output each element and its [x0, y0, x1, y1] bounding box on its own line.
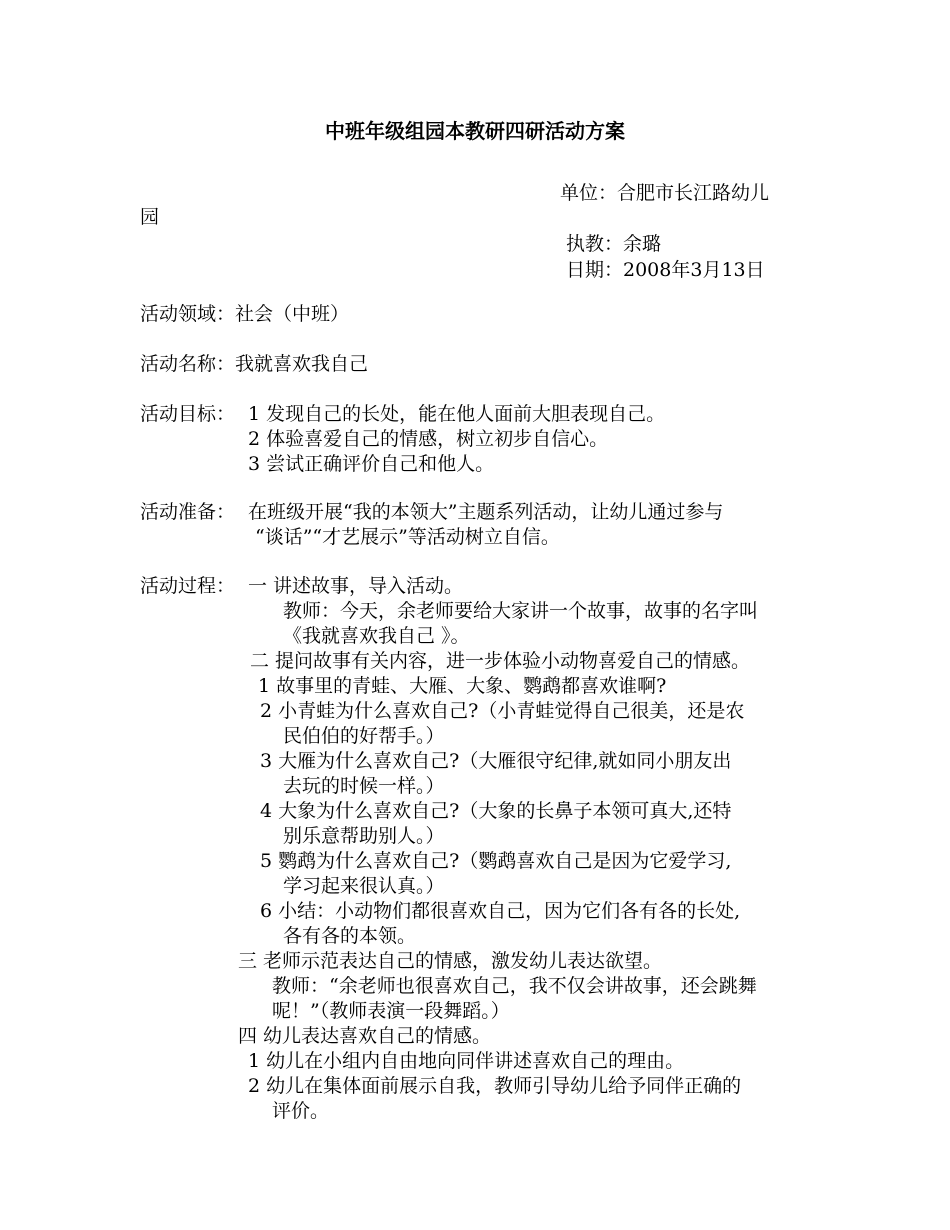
goal-item: 3 尝试正确评价自己和他人。 [248, 453, 495, 475]
process-line: 呢！”（教师表演一段舞蹈。） [272, 1000, 510, 1022]
process-step: 二 提问故事有关内容，进一步体验小动物喜爱自己的情感。 [250, 650, 751, 672]
process-line: 教师：今天，余老师要给大家讲一个故事，故事的名字叫 [283, 600, 759, 622]
document-title: 中班年级组园本教研四研活动方案 [325, 119, 625, 143]
prep-line: 在班级开展“我的本领大”主题系列活动，让幼儿通过参与 [248, 501, 724, 523]
process-line: 4 大象为什么喜欢自己?（大象的长鼻子本领可真大,还特 [260, 800, 732, 822]
goals-label: 活动目标： [140, 403, 236, 425]
process-line: 教师：“余老师也很喜欢自己，我不仅会讲故事，还会跳舞 [272, 975, 757, 997]
goal-item: 2 体验喜爱自己的情感，树立初步自信心。 [248, 428, 609, 450]
process-step: 四 幼儿表达喜欢自己的情感。 [238, 1025, 492, 1047]
process-label: 活动过程： [140, 575, 236, 597]
process-line: 学习起来很认真。） [283, 875, 445, 897]
process-line: 评价。 [272, 1100, 330, 1122]
prep-line: “谈话”“才艺展示”等活动树立自信。 [255, 526, 560, 548]
unit-line: 单位：合肥市长江路幼儿 [560, 182, 770, 204]
process-line: 民伯伯的好帮手。） [283, 725, 445, 747]
process-step: 一 讲述故事，导入活动。 [248, 575, 464, 597]
process-line: 1 故事里的青蛙、大雁、大象、鹦鹉都喜欢谁啊? [258, 675, 667, 697]
process-line: 1 幼儿在小组内自由地向同伴讲述喜欢自己的理由。 [248, 1050, 685, 1072]
prep-label: 活动准备： [140, 501, 236, 523]
process-line: 《我就喜欢我自己 》。 [283, 625, 470, 647]
activity-domain: 活动领域：社会（中班） [140, 303, 350, 325]
process-line: 各有各的本领。 [283, 925, 417, 947]
activity-name: 活动名称：我就喜欢我自己 [140, 353, 369, 375]
unit-wrap: 园 [140, 206, 160, 228]
process-step: 三 老师示范表达自己的情感，激发幼儿表达欲望。 [238, 950, 663, 972]
process-line: 去玩的时候一样。） [283, 775, 445, 797]
process-line: 6 小结：小动物们都很喜欢自己，因为它们各有各的长处, [260, 900, 741, 922]
process-line: 3 大雁为什么喜欢自己?（大雁很守纪律,就如同小朋友出 [260, 750, 732, 772]
process-line: 2 幼儿在集体面前展示自我，教师引导幼儿给予同伴正确的 [248, 1075, 742, 1097]
goal-item: 1 发现自己的长处，能在他人面前大胆表现自己。 [248, 403, 666, 425]
process-line: 别乐意帮助别人。） [283, 825, 445, 847]
teacher-line: 执教：余璐 [566, 233, 662, 255]
process-line: 2 小青蛙为什么喜欢自己?（小青蛙觉得自己很美，还是农 [260, 700, 745, 722]
date-line: 日期：2008年3月13日 [566, 259, 765, 281]
process-line: 5 鹦鹉为什么喜欢自己?（鹦鹉喜欢自己是因为它爱学习, [260, 850, 732, 872]
